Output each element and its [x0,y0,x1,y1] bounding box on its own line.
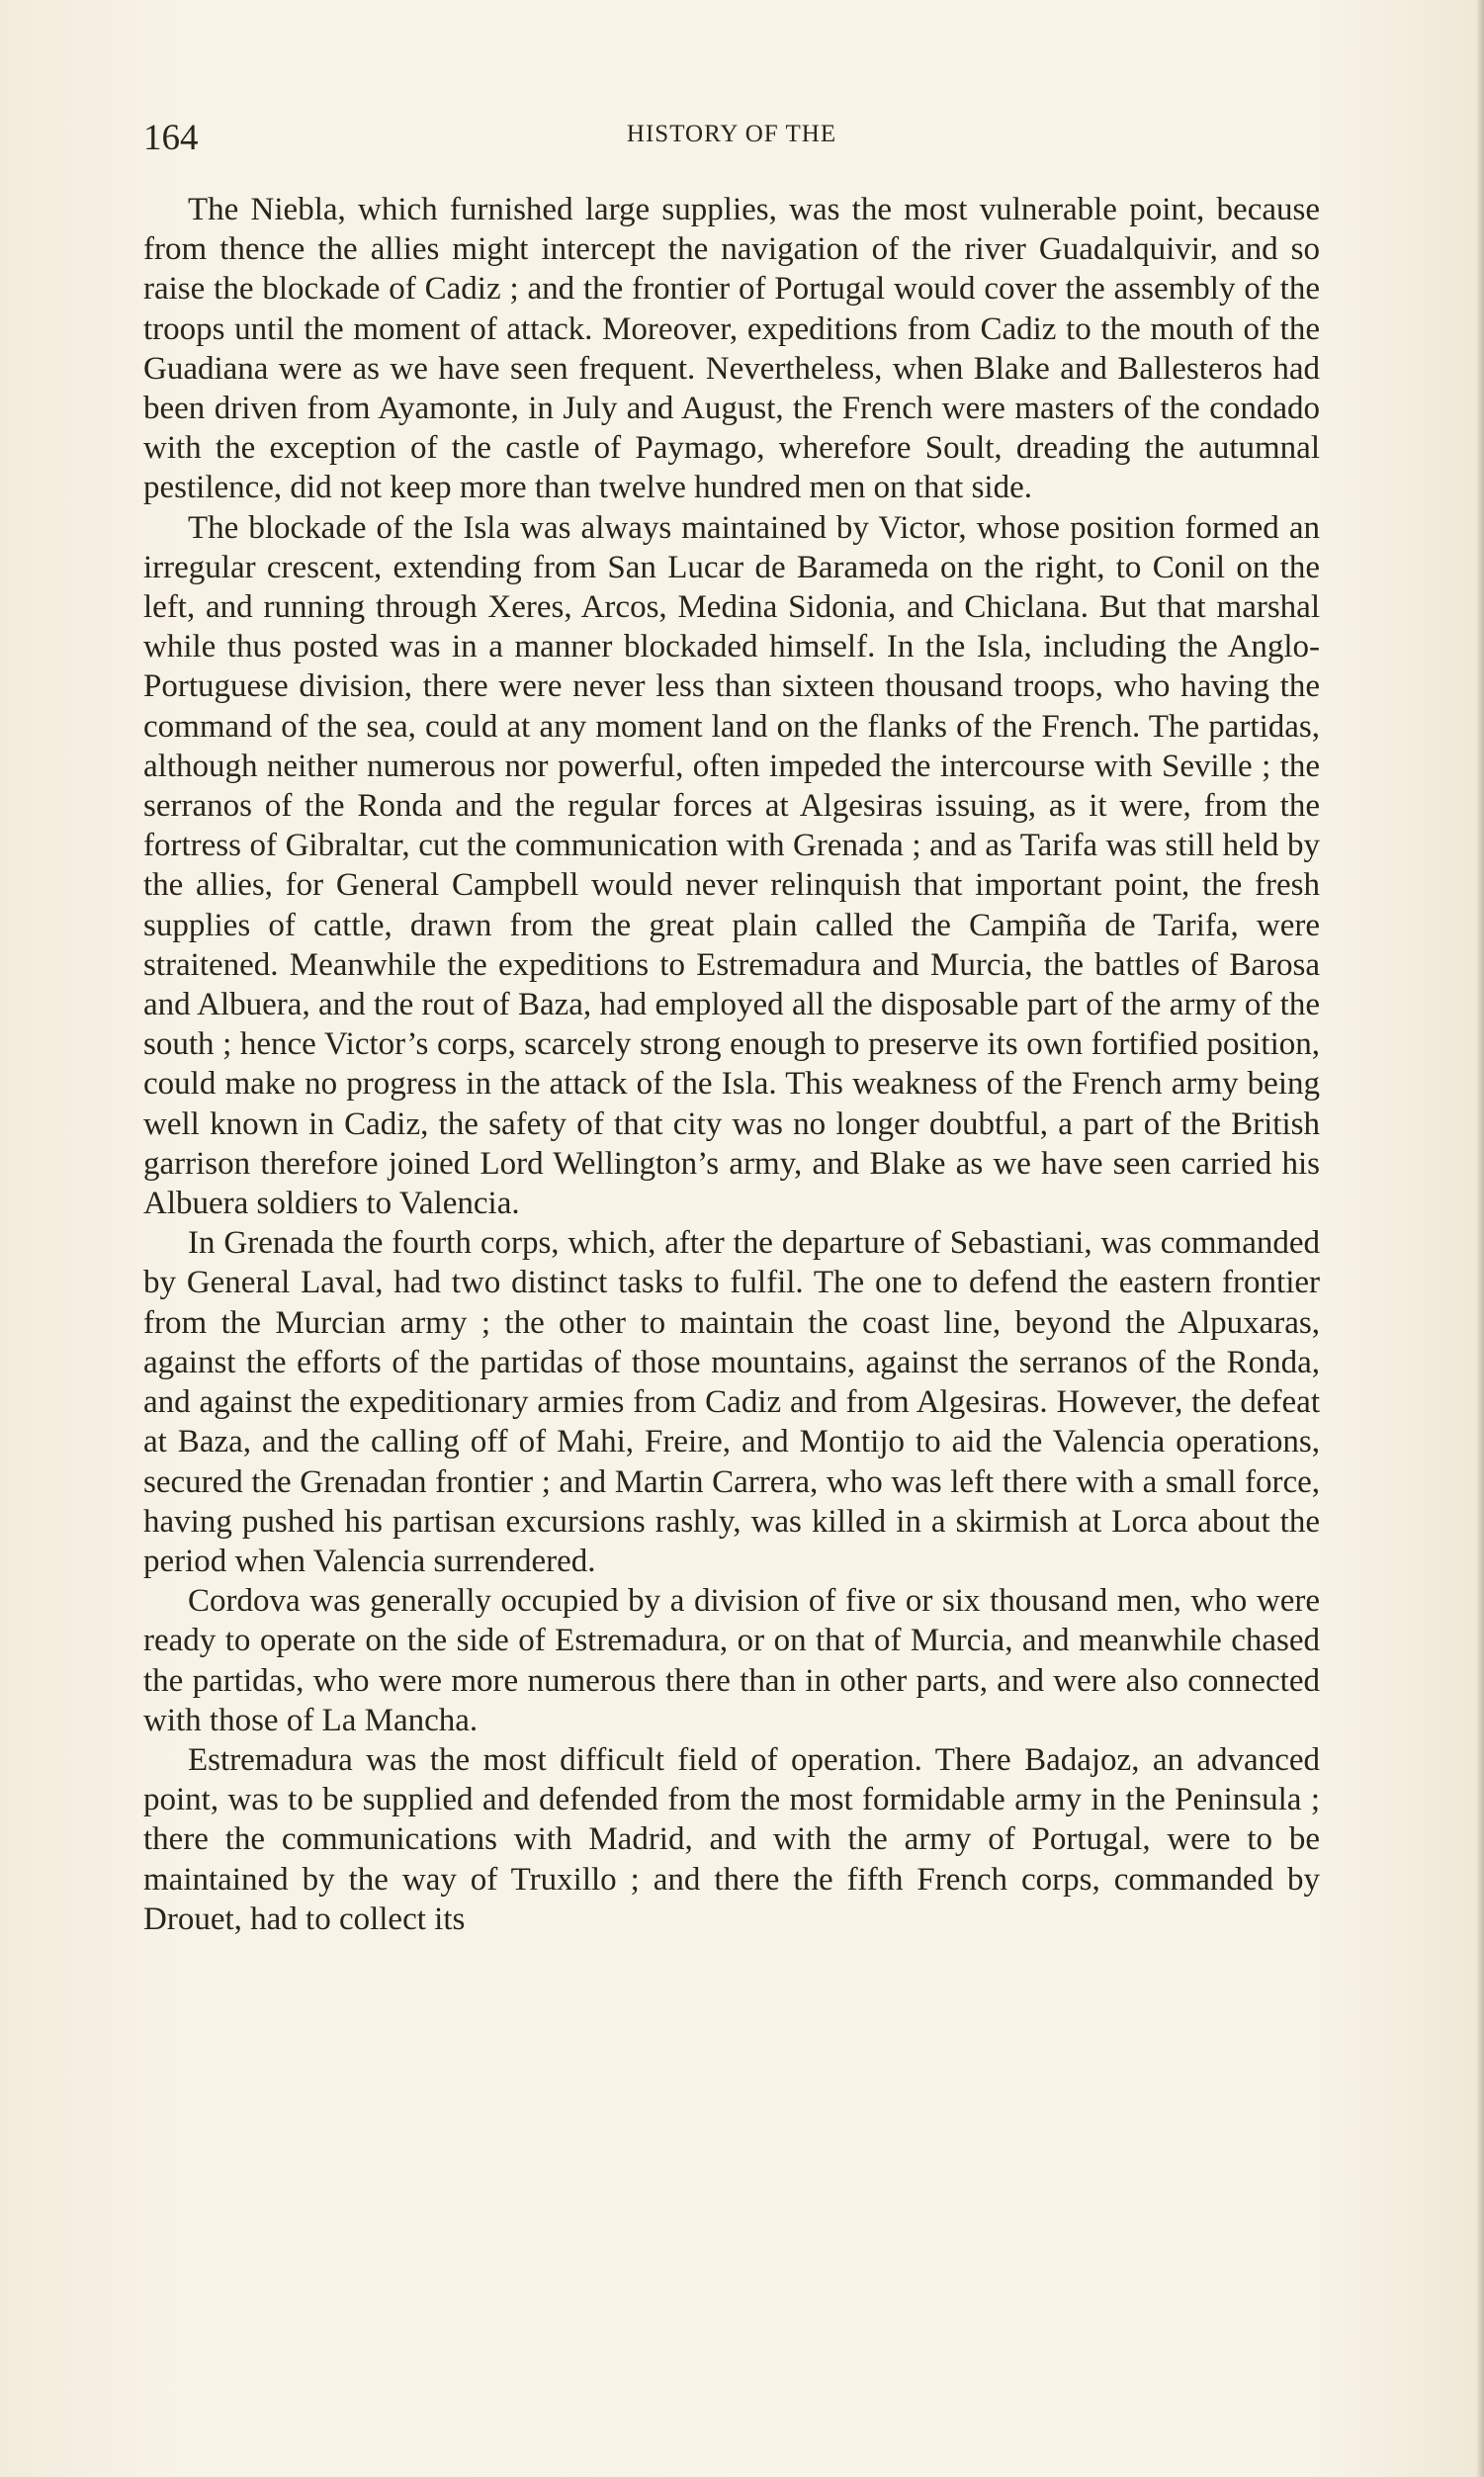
paragraph-grenada: In Grenada the fourth corps, which, after the departure of Sebastiani, was commanded by General Laval, had two distinct tasks to fulfil. The one to defend the eastern frontier from the Murcian army ; the other to maintain the coast line, beyond the Alpuxaras, against the efforts of the partidas of those mountains, against the serranos of the Ronda, and against the expeditionary armies from Cadiz and from Algesiras. However, the defeat at Baza, and the calling off of Mahi, Freire, and Montijo to aid the Valencia operations, secured the Grenadan frontier ; and Martin Carrera, who was left there with a small force, having pushed his partisan excursions rashly, was killed in a skirmish at Lorca about the period when Valencia surrendered. [143,1225,1320,1579]
paragraph-niebla: The Niebla, which furnished large supplies, was the most vulnerable point, because from thence the allies might intercept the navigation of the river Guadalquivir, and so raise the blockade of Cadiz ; and the frontier of Portugal would cover the assembly of the troops until the moment of attack. Moreover, expeditions from Cadiz to the mouth of the Guadiana were as we have seen frequent. Nevertheless, when Blake and Ballesteros had been driven from Ayamonte, in July and August, the French were masters of the condado with the exception of the castle of Paymago, wherefore Soult, dreading the autumnal pestilence, did not keep more than twelve hundred men on that side. [143,192,1320,506]
page-edge-shadow [1476,0,1484,2477]
body-text [143,190,1320,1939]
paragraph-cordova: Cordova was generally occupied by a division of five or six thousand men, who were ready to operate on the side of Estremadura, or on that of Murcia, and meanwhile chased the partidas, who were more numerous there than in other parts, and were also connected with those of La Mancha. [143,1583,1320,1738]
paragraph-isla-blockade: The blockade of the Isla was always maintained by Victor, whose position formed an irregular crescent, extending from San Lucar de Barameda on the right, to Conil on the left, and running through Xeres, Arcos, Medina Sidonia, and Chiclana. But that marshal while thus posted was in a manner blockaded himself. In the Isla, including the Anglo-Portuguese division, there were never less than sixteen thousand troops, who having the command of the sea, could at any moment land on the flanks of the French. The partidas, although neither numerous nor powerful, often impeded the intercourse with Seville ; the serranos of the Ronda and the regular forces at Algesiras issuing, as it were, from the fortress of Gibraltar, cut the communication with Grenada ; and as Tarifa was still held by the allies, for General Campbell would never relinquish that important point, the fresh supplies of cattle, drawn from the great plain called the Campiña de Tarifa, were straitened. Meanwhile the expeditions to Estremadura and Murcia, the battles of Barosa and Albuera, and the rout of Baza, had employed all the disposable part of the army of the south ; hence Victor’s corps, scarcely strong enough to preserve its own fortified position, could make no progress in the attack of the Isla. This weakness of the French army being well known in Cadiz, the safety of that city was no longer doubtful, a part of the British garrison therefore joined Lord Wellington’s army, and Blake as we have seen carried his Albuera soldiers to Valencia. [143,509,1320,1222]
running-head: HISTORY OF THE [626,121,837,147]
paragraph-estremadura: Estremadura was the most difficult field of operation. There Badajoz, an advanced point, was to be supplied and defended from the most formidable army in the Peninsula ; there the communications with Madrid, and with the army of Portugal, were to be maintained by the way of Truxillo ; and there the fifth French corps, commanded by Drouet, had to collect its [143,1741,1320,1937]
page-header [143,117,1320,166]
page-number: 164 [143,118,199,158]
